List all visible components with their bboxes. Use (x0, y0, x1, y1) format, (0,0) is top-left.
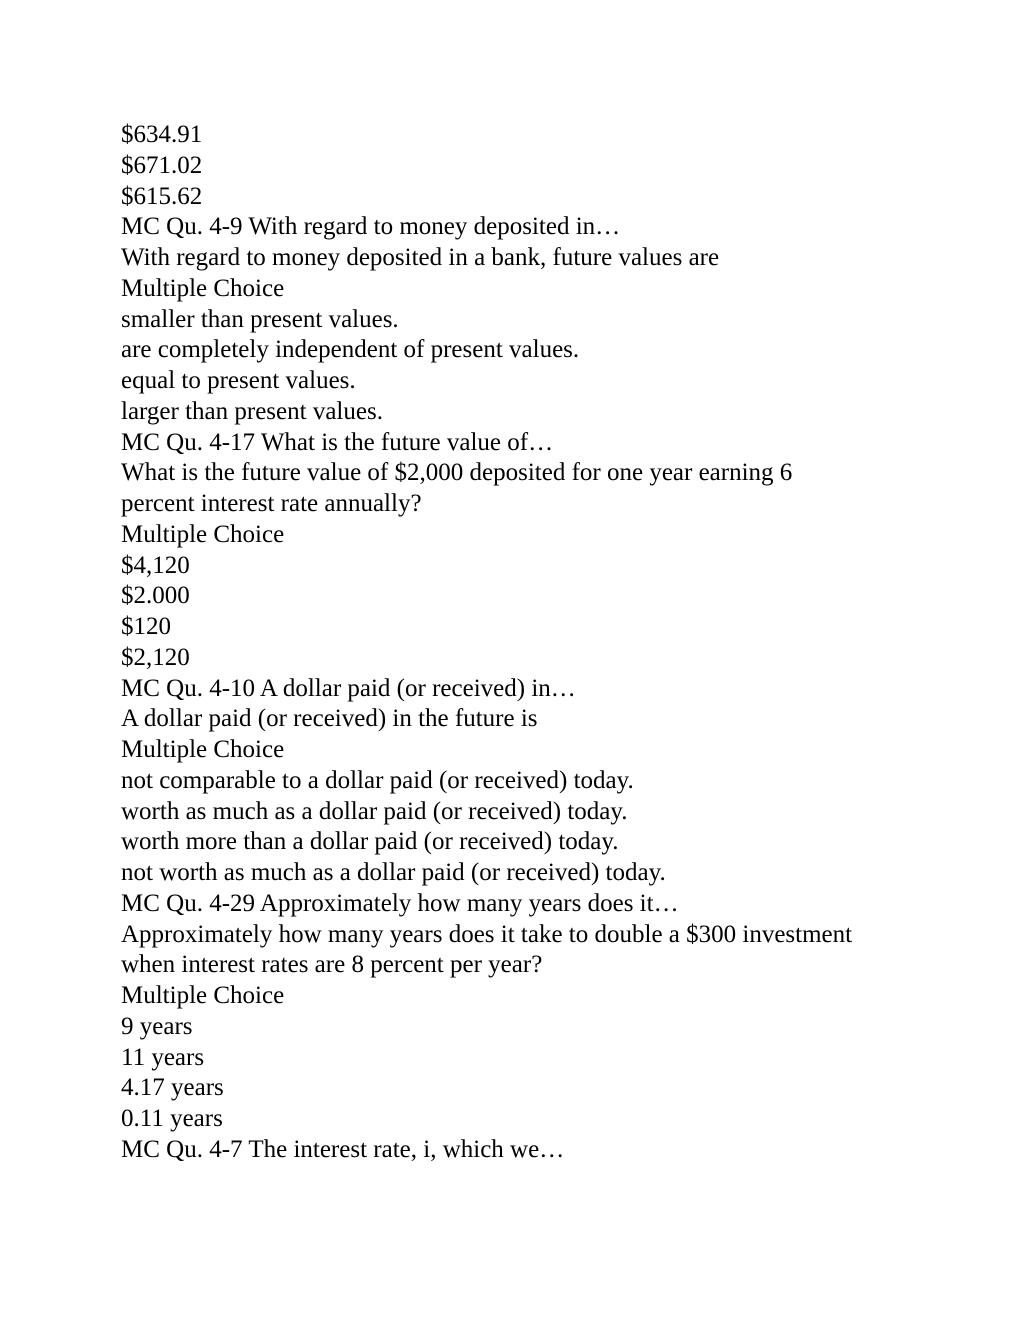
question-type-label: Multiple Choice (121, 982, 285, 1009)
document-page (121, 120, 921, 1166)
question-heading: MC Qu. 4-9 With regard to money deposited in… (121, 213, 621, 241)
question-heading: MC Qu. 4-7 The interest rate, i, which we… (121, 1135, 565, 1163)
question-heading: MC Qu. 4-29 Approximately how many years does it… (121, 889, 679, 917)
answer-option: smaller than present values. (121, 305, 399, 333)
question-text: percent interest rate annually? (121, 490, 422, 517)
question-text: What is the future value of $2,000 deposited for one year earning 6 (121, 459, 793, 487)
answer-option: $2,120 (121, 643, 190, 671)
answer-option: $120 (121, 613, 171, 640)
answer-option: $634.91 (121, 121, 203, 148)
answer-option: $4,120 (121, 551, 190, 579)
question-type-label: Multiple Choice (121, 736, 285, 763)
answer-option: 11 years (121, 1043, 205, 1071)
answer-option: worth as much as a dollar paid (or received) today. (121, 797, 628, 825)
answer-option: not comparable to a dollar paid (or received) today. (121, 766, 634, 794)
answer-option: $615.62 (121, 182, 203, 210)
answer-option: 9 years (121, 1012, 193, 1040)
answer-option: 4.17 years (121, 1074, 224, 1102)
question-type-label: Multiple Choice (121, 274, 285, 302)
question-heading: MC Qu. 4-17 What is the future value of… (121, 428, 554, 456)
question-type-label: Multiple Choice (121, 520, 285, 548)
answer-option: not worth as much as a dollar paid (or received) today. (121, 859, 666, 886)
question-text: With regard to money deposited in a bank, future values are (121, 244, 720, 271)
answer-option: equal to present values. (121, 367, 356, 394)
question-heading: MC Qu. 4-10 A dollar paid (or received) in… (121, 674, 576, 702)
answer-option: $671.02 (121, 151, 203, 179)
answer-option: are completely independent of present values. (121, 336, 580, 364)
question-text: when interest rates are 8 percent per year? (121, 951, 543, 979)
answer-option: worth more than a dollar paid (or received) today. (121, 828, 619, 856)
answer-option: 0.11 years (121, 1105, 223, 1132)
answer-option: larger than present values. (121, 397, 383, 425)
answer-option: $2.000 (121, 582, 190, 610)
question-text: A dollar paid (or received) in the future is (121, 705, 538, 733)
question-text: Approximately how many years does it take to double a $300 investment (121, 920, 853, 948)
